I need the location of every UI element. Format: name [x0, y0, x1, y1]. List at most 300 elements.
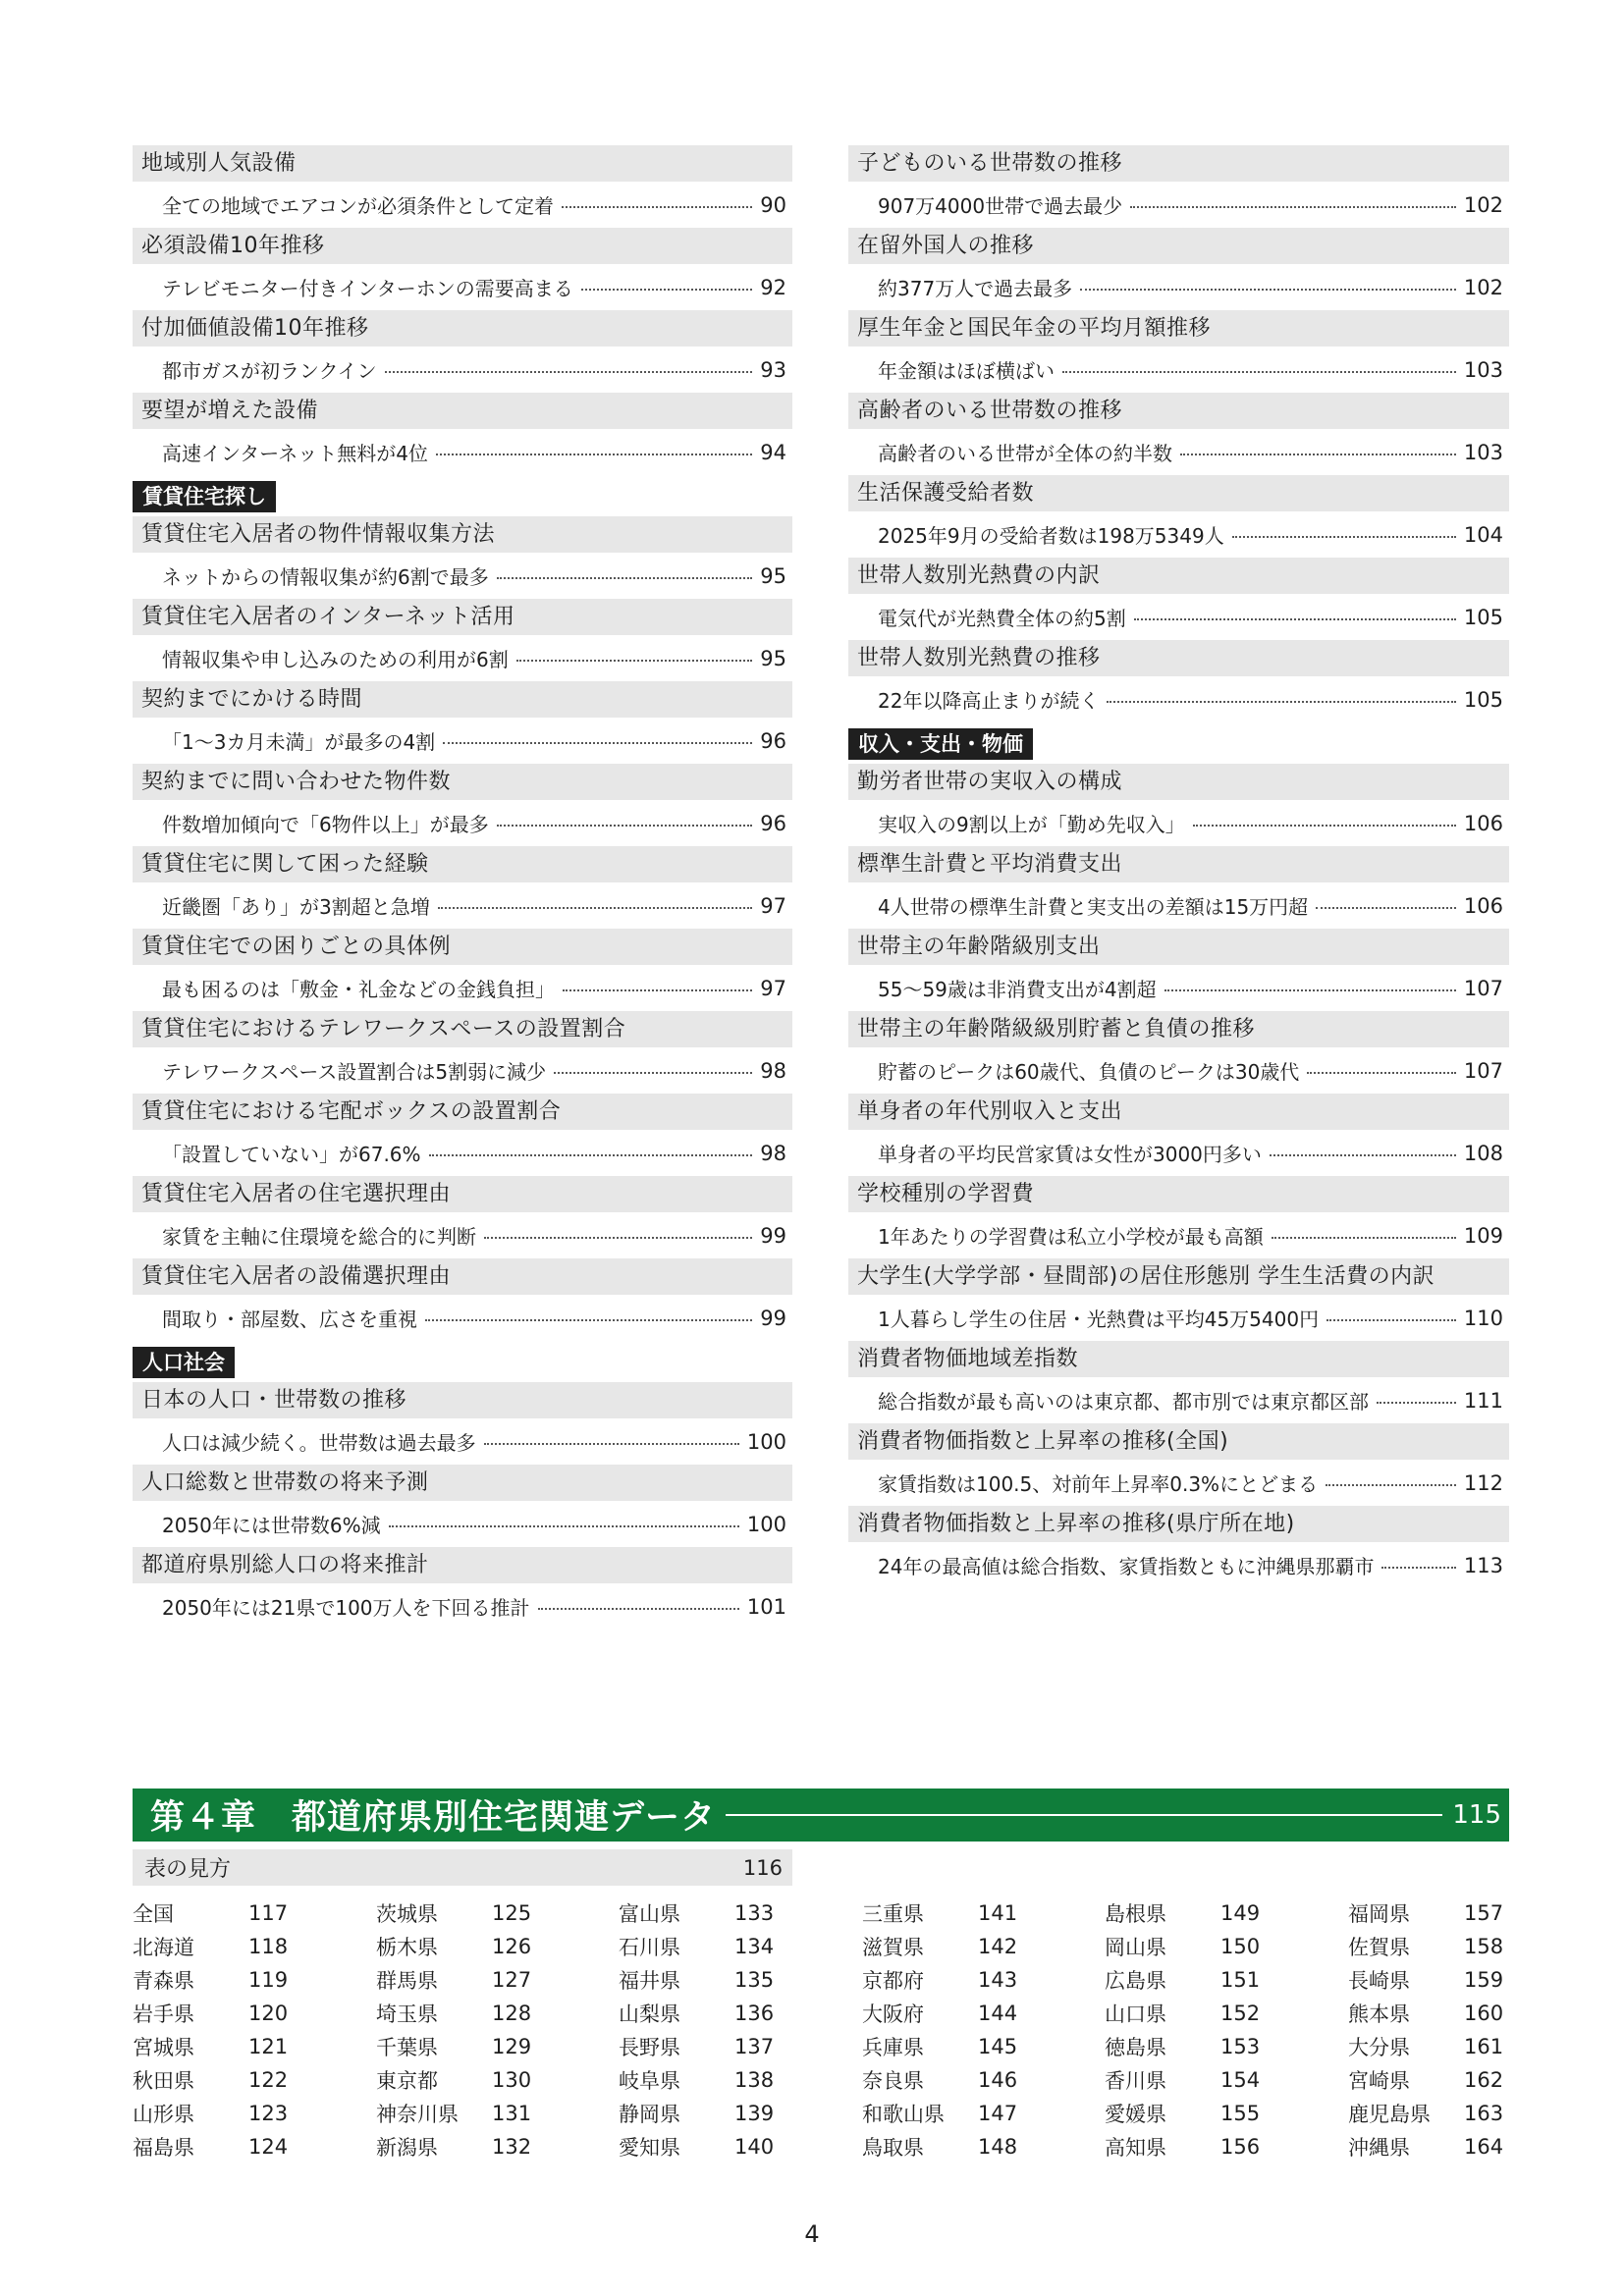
prefecture-entry[interactable] — [1105, 1997, 1330, 2030]
entry-subtitle: 間取り・部屋数、広さを重視 — [162, 1308, 417, 1331]
entry-subline — [848, 1130, 1509, 1176]
prefecture-entry[interactable] — [1105, 2030, 1330, 2063]
prefecture-name: 石川県 — [619, 1936, 680, 1959]
toc-entry[interactable] — [133, 1547, 792, 1629]
entry-title: 賃貸住宅におけるテレワークスペースの設置割合 — [133, 1011, 792, 1047]
toc-entry[interactable] — [848, 1341, 1509, 1423]
toc-entry[interactable] — [848, 846, 1509, 929]
prefecture-entry[interactable] — [133, 1963, 358, 1997]
prefecture-page: 162 — [1464, 2068, 1504, 2092]
dot-leader — [1316, 907, 1456, 909]
entry-subtitle: 単身者の平均民営家賃は女性が3000円多い — [878, 1143, 1262, 1166]
prefecture-name: 岡山県 — [1105, 1936, 1166, 1959]
entry-page: 102 — [1463, 192, 1503, 217]
entry-title: 大学生(大学学部・昼間部)の居住形態別 学生生活費の内訳 — [848, 1258, 1509, 1295]
toc-entry[interactable] — [133, 228, 792, 310]
prefecture-page: 153 — [1220, 2035, 1261, 2058]
dot-leader — [554, 1072, 752, 1074]
dot-leader — [1130, 206, 1456, 208]
entry-page: 96 — [760, 811, 786, 835]
entry-subtitle: 高速インターネット無料が4位 — [162, 442, 428, 465]
entry-subline — [133, 1418, 792, 1465]
prefecture-name: 沖縄県 — [1348, 2136, 1410, 2160]
prefecture-entry[interactable] — [376, 2063, 602, 2097]
entry-subline — [848, 1047, 1509, 1094]
prefecture-entry[interactable] — [1348, 2063, 1574, 2097]
entry-subline — [848, 676, 1509, 722]
entry-subline — [848, 882, 1509, 929]
entry-page: 98 — [760, 1058, 786, 1083]
entry-page: 92 — [760, 275, 786, 299]
prefecture-name: 茨城県 — [376, 1902, 438, 1926]
prefecture-name: 青森県 — [133, 1969, 194, 1993]
prefecture-name: 神奈川県 — [376, 2103, 459, 2126]
prefecture-page: 124 — [248, 2135, 289, 2159]
dot-leader — [1232, 536, 1456, 538]
entry-page: 111 — [1463, 1388, 1503, 1413]
entry-title: 都道府県別総人口の将来推計 — [133, 1547, 792, 1583]
prefecture-page: 150 — [1220, 1935, 1261, 1958]
entry-subline — [133, 1212, 792, 1258]
dot-leader — [1062, 371, 1456, 373]
section-header — [133, 1341, 792, 1382]
entry-subline — [133, 264, 792, 310]
entry-subtitle: 1年あたりの学習費は私立小学校が最も高額 — [878, 1225, 1264, 1249]
entry-subline — [133, 635, 792, 681]
toc-entry[interactable] — [133, 145, 792, 228]
dot-leader — [385, 371, 753, 373]
prefecture-entry[interactable] — [862, 1963, 1088, 1997]
prefecture-name: 高知県 — [1105, 2136, 1166, 2160]
entry-subtitle: 高齢者のいる世帯が全体の約半数 — [878, 442, 1172, 465]
entry-page: 105 — [1463, 687, 1503, 712]
prefecture-page: 151 — [1220, 1968, 1261, 1992]
entry-page: 113 — [1463, 1553, 1503, 1577]
prefecture-name: 愛知県 — [619, 2136, 680, 2160]
toc-entry[interactable] — [848, 764, 1509, 846]
entry-subline — [848, 1460, 1509, 1506]
dot-leader — [484, 1237, 752, 1239]
entry-title: 必須設備10年推移 — [133, 228, 792, 264]
prefecture-name: 福岡県 — [1348, 1902, 1410, 1926]
entry-subtitle: 4人世帯の標準生計費と実支出の差額は15万円超 — [878, 895, 1309, 919]
prefecture-name: 群馬県 — [376, 1969, 438, 1993]
prefecture-entry[interactable] — [1348, 1997, 1574, 2030]
toc-entry[interactable] — [848, 1258, 1509, 1341]
entry-title: 世帯主の年齢階級別支出 — [848, 929, 1509, 965]
entry-subline — [848, 429, 1509, 475]
dot-leader — [429, 1154, 753, 1156]
entry-subline — [133, 553, 792, 599]
entry-page: 96 — [760, 728, 786, 753]
entry-subtitle: 近畿圏「あり」が3割超と急増 — [162, 895, 430, 919]
prefecture-name: 岩手県 — [133, 2002, 194, 2026]
toc-entry[interactable] — [133, 846, 792, 929]
section-header — [133, 475, 792, 516]
prefecture-name: 千葉県 — [376, 2036, 438, 2059]
prefecture-page: 129 — [492, 2035, 532, 2058]
toc-entry[interactable] — [133, 1258, 792, 1341]
prefecture-column — [376, 1896, 602, 2163]
chapter-4-header[interactable] — [133, 1789, 1509, 1842]
prefecture-page: 146 — [978, 2068, 1018, 2092]
prefecture-page: 145 — [978, 2035, 1018, 2058]
prefecture-page: 152 — [1220, 2002, 1261, 2025]
toc-entry[interactable] — [133, 599, 792, 681]
prefecture-page: 139 — [734, 2102, 775, 2125]
prefecture-entry[interactable] — [862, 2030, 1088, 2063]
entry-page: 106 — [1463, 893, 1503, 918]
entry-title: 賃貸住宅入居者の住宅選択理由 — [133, 1176, 792, 1212]
toc-entry[interactable] — [133, 1382, 792, 1465]
dot-leader — [1272, 1237, 1456, 1239]
prefecture-page: 164 — [1464, 2135, 1504, 2159]
prefecture-entry[interactable] — [133, 1896, 358, 1930]
entry-title: 在留外国人の推移 — [848, 228, 1509, 264]
toc-entry[interactable] — [848, 1011, 1509, 1094]
toc-entry[interactable] — [133, 681, 792, 764]
prefecture-entry[interactable] — [133, 2097, 358, 2130]
entry-subtitle: 約377万人で過去最多 — [878, 277, 1073, 300]
entry-title: 生活保護受給者数 — [848, 475, 1509, 511]
entry-page: 110 — [1463, 1306, 1503, 1330]
prefecture-page: 128 — [492, 2002, 532, 2025]
dot-leader — [1377, 1402, 1456, 1404]
entry-subline — [848, 511, 1509, 558]
prefecture-name: 埼玉県 — [376, 2002, 438, 2026]
entry-page: 102 — [1463, 275, 1503, 299]
prefecture-column — [619, 1896, 844, 2163]
toc-entry[interactable] — [848, 1506, 1509, 1588]
prefecture-name: 奈良県 — [862, 2069, 924, 2093]
entry-subline — [848, 182, 1509, 228]
dot-leader — [1326, 1319, 1456, 1321]
entry-title: 世帯主の年齢階級級別貯蓄と負債の推移 — [848, 1011, 1509, 1047]
prefecture-page: 125 — [492, 1901, 532, 1925]
section-header — [848, 722, 1509, 764]
prefecture-entry[interactable] — [376, 1997, 602, 2030]
prefecture-entry[interactable] — [1348, 2030, 1574, 2063]
prefecture-entry[interactable] — [1348, 1896, 1574, 1930]
toc-entry[interactable] — [133, 1176, 792, 1258]
toc-entry[interactable] — [133, 929, 792, 1011]
prefecture-column — [133, 1896, 358, 2163]
entry-subline — [848, 965, 1509, 1011]
prefecture-entry[interactable] — [862, 1997, 1088, 2030]
prefecture-name: 島根県 — [1105, 1902, 1166, 1926]
toc-entry[interactable] — [133, 393, 792, 475]
entry-subline — [133, 1295, 792, 1341]
entry-page: 100 — [746, 1429, 786, 1454]
entry-subline — [848, 264, 1509, 310]
prefecture-entry[interactable] — [1105, 2063, 1330, 2097]
toc-entry[interactable] — [848, 640, 1509, 722]
guide-page: 116 — [742, 1855, 783, 1880]
prefecture-entry[interactable] — [376, 1896, 602, 1930]
entry-title: 賃貸住宅における宅配ボックスの設置割合 — [133, 1094, 792, 1130]
prefecture-name: 宮城県 — [133, 2036, 194, 2059]
prefecture-entry[interactable] — [133, 2130, 358, 2163]
prefecture-name: 全国 — [133, 1902, 174, 1926]
toc-entry[interactable] — [133, 764, 792, 846]
entry-subline — [133, 882, 792, 929]
prefecture-entry[interactable] — [619, 2063, 844, 2097]
prefecture-entry[interactable] — [133, 1997, 358, 2030]
prefecture-name: 徳島県 — [1105, 2036, 1166, 2059]
section-label: 人口社会 — [133, 1347, 235, 1378]
prefecture-name: 東京都 — [376, 2069, 438, 2093]
prefecture-entry[interactable] — [862, 1896, 1088, 1930]
prefecture-page: 155 — [1220, 2102, 1261, 2125]
prefecture-entry[interactable] — [133, 2030, 358, 2063]
prefecture-name: 山形県 — [133, 2103, 194, 2126]
dot-leader — [425, 1319, 752, 1321]
entry-page: 106 — [1463, 811, 1503, 835]
page-number: 4 — [804, 2220, 820, 2248]
prefecture-name: 愛媛県 — [1105, 2103, 1166, 2126]
prefecture-entry[interactable] — [862, 1930, 1088, 1963]
prefecture-entry[interactable] — [619, 1930, 844, 1963]
prefecture-page: 117 — [248, 1901, 289, 1925]
toc-right-column — [848, 145, 1509, 1588]
entry-subline — [848, 1295, 1509, 1341]
entry-title: 単身者の年代別収入と支出 — [848, 1094, 1509, 1130]
prefecture-name: 滋賀県 — [862, 1936, 924, 1959]
prefecture-entry[interactable] — [862, 2130, 1088, 2163]
prefecture-page: 134 — [734, 1935, 775, 1958]
prefecture-column — [1348, 1896, 1574, 2163]
guide-label: 表の見方 — [144, 1857, 232, 1882]
entry-subtitle: 年金額はほぼ横ばい — [878, 359, 1055, 383]
dot-leader — [438, 907, 753, 909]
entry-page: 112 — [1463, 1470, 1503, 1495]
toc-entry[interactable] — [133, 1094, 792, 1176]
prefecture-page: 156 — [1220, 2135, 1261, 2159]
entry-title: 厚生年金と国民年金の平均月額推移 — [848, 310, 1509, 347]
toc-entry[interactable] — [848, 310, 1509, 393]
prefecture-entry[interactable] — [1105, 1963, 1330, 1997]
prefecture-name: 熊本県 — [1348, 2002, 1410, 2026]
entry-subtitle: 24年の最高値は総合指数、家賃指数ともに沖縄県那覇市 — [878, 1555, 1375, 1578]
prefecture-page: 148 — [978, 2135, 1018, 2159]
dot-leader — [562, 206, 752, 208]
prefecture-name: 山口県 — [1105, 2002, 1166, 2026]
prefecture-page: 123 — [248, 2102, 289, 2125]
entry-title: 賃貸住宅入居者の設備選択理由 — [133, 1258, 792, 1295]
prefecture-name: 富山県 — [619, 1902, 680, 1926]
dot-leader — [1134, 618, 1456, 620]
prefecture-page: 143 — [978, 1968, 1018, 1992]
dot-leader — [1180, 454, 1456, 455]
prefecture-page: 140 — [734, 2135, 775, 2159]
prefecture-page: 133 — [734, 1901, 775, 1925]
dot-leader — [497, 825, 753, 827]
entry-page: 99 — [760, 1223, 786, 1248]
prefecture-entry[interactable] — [619, 2030, 844, 2063]
prefecture-entry[interactable] — [1105, 1930, 1330, 1963]
prefecture-page: 163 — [1464, 2102, 1504, 2125]
entry-subtitle: 人口は減少続く。世帯数は過去最多 — [162, 1431, 476, 1455]
prefecture-name: 新潟県 — [376, 2136, 438, 2160]
chapter-leader-line — [726, 1814, 1442, 1816]
prefecture-entry[interactable] — [1105, 2097, 1330, 2130]
prefecture-name: 佐賀県 — [1348, 1936, 1410, 1959]
toc-entry[interactable] — [848, 145, 1509, 228]
prefecture-page: 136 — [734, 2002, 775, 2025]
prefecture-name: 秋田県 — [133, 2069, 194, 2093]
entry-title: 契約までにかける時間 — [133, 681, 792, 718]
prefecture-entry[interactable] — [1348, 1930, 1574, 1963]
entry-subline — [848, 1212, 1509, 1258]
entry-subline — [133, 1501, 792, 1547]
entry-subtitle: 「設置していない」が67.6% — [162, 1143, 421, 1166]
prefecture-name: 長野県 — [619, 2036, 680, 2059]
prefecture-page: 138 — [734, 2068, 775, 2092]
prefecture-entry[interactable] — [1348, 2097, 1574, 2130]
prefecture-page: 127 — [492, 1968, 532, 1992]
toc-entry[interactable] — [848, 1423, 1509, 1506]
prefecture-entry[interactable] — [1105, 1896, 1330, 1930]
dot-leader — [389, 1525, 739, 1527]
toc-left-column — [133, 145, 792, 1629]
prefecture-page: 160 — [1464, 2002, 1504, 2025]
entry-page: 94 — [760, 440, 786, 464]
prefecture-entry[interactable] — [376, 2030, 602, 2063]
entry-title: 要望が増えた設備 — [133, 393, 792, 429]
prefecture-page: 161 — [1464, 2035, 1504, 2058]
prefecture-name: 長崎県 — [1348, 1969, 1410, 1993]
prefecture-entry[interactable] — [862, 2097, 1088, 2130]
entry-subtitle: 電気代が光熱費全体の約5割 — [878, 607, 1126, 630]
toc-entry[interactable] — [848, 1094, 1509, 1176]
prefecture-name: 兵庫県 — [862, 2036, 924, 2059]
prefecture-name: 北海道 — [133, 1936, 194, 1959]
table-guide-entry[interactable] — [133, 1849, 792, 1886]
entry-page: 101 — [746, 1594, 786, 1619]
prefecture-entry[interactable] — [1348, 1963, 1574, 1997]
entry-subtitle: 家賃を主軸に住環境を総合的に判断 — [162, 1225, 476, 1249]
entry-subline — [133, 1047, 792, 1094]
entry-title: 賃貸住宅入居者の物件情報収集方法 — [133, 516, 792, 553]
prefecture-name: 三重県 — [862, 1902, 924, 1926]
prefecture-entry[interactable] — [619, 1963, 844, 1997]
prefecture-entry[interactable] — [862, 2063, 1088, 2097]
prefecture-name: 大分県 — [1348, 2036, 1410, 2059]
prefecture-entry[interactable] — [133, 2063, 358, 2097]
entry-subtitle: テレビモニター付きインターホンの需要高まる — [162, 277, 573, 300]
entry-subtitle: 「1～3カ月未満」が最多の4割 — [162, 730, 436, 754]
prefecture-name: 福島県 — [133, 2136, 194, 2160]
prefecture-page: 119 — [248, 1968, 289, 1992]
prefecture-entry[interactable] — [376, 2097, 602, 2130]
entry-title: 消費者物価指数と上昇率の推移(全国) — [848, 1423, 1509, 1460]
dot-leader — [484, 1443, 739, 1445]
prefecture-entry[interactable] — [619, 1997, 844, 2030]
prefecture-entry[interactable] — [376, 1930, 602, 1963]
prefecture-name: 岐阜県 — [619, 2069, 680, 2093]
entry-subline — [848, 800, 1509, 846]
dot-leader — [1381, 1567, 1455, 1569]
entry-subtitle: 22年以降高止まりが続く — [878, 689, 1100, 713]
prefecture-entry[interactable] — [1348, 2130, 1574, 2163]
toc-entry[interactable] — [848, 929, 1509, 1011]
entry-subline — [133, 1130, 792, 1176]
prefecture-entry[interactable] — [133, 1930, 358, 1963]
entry-subtitle: 家賃指数は100.5、対前年上昇率0.3%にとどまる — [878, 1472, 1319, 1496]
toc-entry[interactable] — [848, 1176, 1509, 1258]
entry-title: 日本の人口・世帯数の推移 — [133, 1382, 792, 1418]
prefecture-entry[interactable] — [376, 2130, 602, 2163]
prefecture-page: 142 — [978, 1935, 1018, 1958]
dot-leader — [1107, 701, 1455, 703]
prefecture-page: 158 — [1464, 1935, 1504, 1958]
toc-entry[interactable] — [133, 310, 792, 393]
prefecture-name: 鹿児島県 — [1348, 2103, 1431, 2126]
prefecture-page: 141 — [978, 1901, 1018, 1925]
entry-subtitle: 2050年には世帯数6%減 — [162, 1514, 381, 1537]
dot-leader — [1307, 1072, 1456, 1074]
prefecture-entry[interactable] — [619, 2130, 844, 2163]
entry-title: 標準生計費と平均消費支出 — [848, 846, 1509, 882]
toc-entry[interactable] — [848, 475, 1509, 558]
prefecture-entry[interactable] — [619, 2097, 844, 2130]
dot-leader — [538, 1608, 739, 1610]
toc-entry[interactable] — [133, 516, 792, 599]
entry-subline — [133, 800, 792, 846]
prefecture-entry[interactable] — [1105, 2130, 1330, 2163]
entry-subline — [133, 1583, 792, 1629]
prefecture-entry[interactable] — [619, 1896, 844, 1930]
prefecture-page: 154 — [1220, 2068, 1261, 2092]
entry-page: 93 — [760, 357, 786, 382]
entry-page: 107 — [1463, 976, 1503, 1000]
entry-subline — [848, 347, 1509, 393]
dot-leader — [563, 989, 752, 991]
toc-entry[interactable] — [848, 228, 1509, 310]
prefecture-entry[interactable] — [376, 1963, 602, 1997]
entry-subtitle: 最も困るのは「敷金・礼金などの金銭負担」 — [162, 978, 555, 1001]
dot-leader — [516, 660, 753, 662]
entry-subtitle: 実収入の9割以上が「勤め先収入」 — [878, 813, 1185, 836]
entry-page: 105 — [1463, 605, 1503, 629]
entry-page: 95 — [760, 563, 786, 588]
entry-page: 97 — [760, 893, 786, 918]
entry-subtitle: 2025年9月の受給者数は198万5349人 — [878, 524, 1224, 548]
entry-page: 109 — [1463, 1223, 1503, 1248]
prefecture-page: 137 — [734, 2035, 775, 2058]
entry-subtitle: 55～59歳は非消費支出が4割超 — [878, 978, 1157, 1001]
entry-page: 99 — [760, 1306, 786, 1330]
entry-subtitle: 全ての地域でエアコンが必須条件として定着 — [162, 194, 554, 218]
prefecture-name: 大阪府 — [862, 2002, 924, 2026]
entry-page: 100 — [746, 1512, 786, 1536]
entry-subtitle: 情報収集や申し込みのための利用が6割 — [162, 648, 509, 671]
prefecture-column — [862, 1896, 1088, 2163]
toc-entry[interactable] — [133, 1465, 792, 1547]
toc-entry[interactable] — [133, 1011, 792, 1094]
prefecture-page: 159 — [1464, 1968, 1504, 1992]
toc-entry[interactable] — [848, 558, 1509, 640]
prefecture-page: 135 — [734, 1968, 775, 1992]
entry-page: 97 — [760, 976, 786, 1000]
entry-subtitle: 907万4000世帯で過去最少 — [878, 194, 1123, 218]
toc-entry[interactable] — [848, 393, 1509, 475]
prefecture-name: 山梨県 — [619, 2002, 680, 2026]
prefecture-page: 130 — [492, 2068, 532, 2092]
prefecture-name: 京都府 — [862, 1969, 924, 1993]
prefecture-page: 122 — [248, 2068, 289, 2092]
prefecture-name: 和歌山県 — [862, 2103, 945, 2126]
